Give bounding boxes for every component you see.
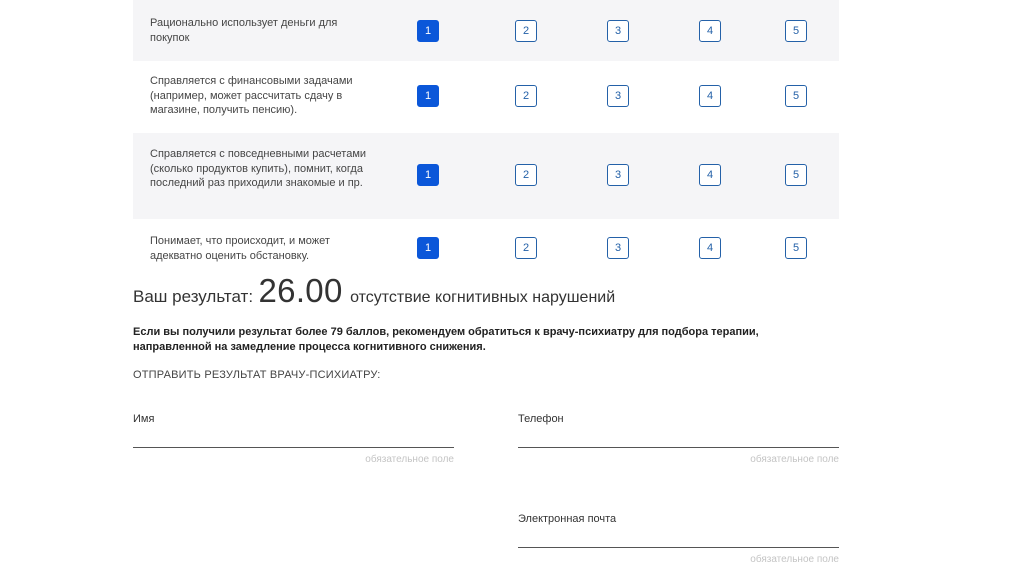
name-input[interactable] — [133, 433, 454, 448]
rating-option-4[interactable]: 4 — [699, 20, 721, 42]
rating-option-2[interactable]: 2 — [515, 20, 537, 42]
rating-option-3[interactable]: 3 — [607, 237, 629, 259]
assessment-questions — [133, 0, 839, 267]
question-row — [133, 0, 839, 61]
result-score: 26.00 — [258, 272, 343, 309]
rating-option-1[interactable]: 1 — [417, 164, 439, 186]
rating-option-3[interactable]: 3 — [607, 85, 629, 107]
rating-option-3[interactable]: 3 — [607, 20, 629, 42]
rating-option-2[interactable]: 2 — [515, 85, 537, 107]
name-field — [133, 413, 454, 465]
rating-option-1[interactable]: 1 — [417, 20, 439, 42]
rating-option-3[interactable]: 3 — [607, 164, 629, 186]
question-text: Справляется с повседневными расчетами (сколько продуктов купить), помнит, когда последний раз приходили знакомые и пр. — [150, 148, 367, 189]
rating-option-5[interactable]: 5 — [785, 164, 807, 186]
question-text: Понимает, что происходит, и может адекватно оценить обстановку. — [150, 235, 330, 262]
rating-option-5[interactable]: 5 — [785, 237, 807, 259]
rating-option-1[interactable]: 1 — [417, 85, 439, 107]
result-summary — [133, 272, 615, 310]
rating-option-5[interactable]: 5 — [785, 20, 807, 42]
rating-option-5[interactable]: 5 — [785, 85, 807, 107]
phone-required-hint: обязательное поле — [750, 454, 839, 465]
send-result-heading: ОТПРАВИТЬ РЕЗУЛЬТАТ ВРАЧУ-ПСИХИАТРУ: — [133, 369, 381, 381]
phone-input[interactable] — [518, 433, 839, 448]
question-row — [133, 61, 839, 133]
rating-option-1[interactable]: 1 — [417, 237, 439, 259]
rating-option-4[interactable]: 4 — [699, 164, 721, 186]
recommendation-note: Если вы получили результат более 79 баллов, рекомендуем обратиться к врачу-психиатру для подбора терапии, направленной на замедление процесса когнитивного снижения. — [133, 326, 759, 353]
rating-option-2[interactable]: 2 — [515, 237, 537, 259]
email-required-hint: обязательное поле — [750, 554, 839, 565]
rating-option-4[interactable]: 4 — [699, 85, 721, 107]
result-description: отсутствие когнитивных нарушений — [350, 289, 616, 306]
email-label: Электронная почта — [518, 513, 617, 525]
question-row — [133, 133, 839, 219]
name-label: Имя — [133, 413, 155, 425]
name-required-hint: обязательное поле — [365, 454, 454, 465]
phone-label: Телефон — [518, 413, 564, 425]
rating-option-2[interactable]: 2 — [515, 164, 537, 186]
question-text: Справляется с финансовыми задачами (например, может рассчитать сдачу в магазине, получить пенсию). — [150, 75, 353, 116]
question-text: Рационально использует деньги для покупок — [150, 17, 338, 44]
email-field — [518, 513, 839, 565]
rating-option-4[interactable]: 4 — [699, 237, 721, 259]
phone-field — [518, 413, 839, 465]
result-label: Ваш результат: — [133, 287, 254, 306]
question-row — [133, 219, 839, 267]
email-input[interactable] — [518, 533, 839, 548]
